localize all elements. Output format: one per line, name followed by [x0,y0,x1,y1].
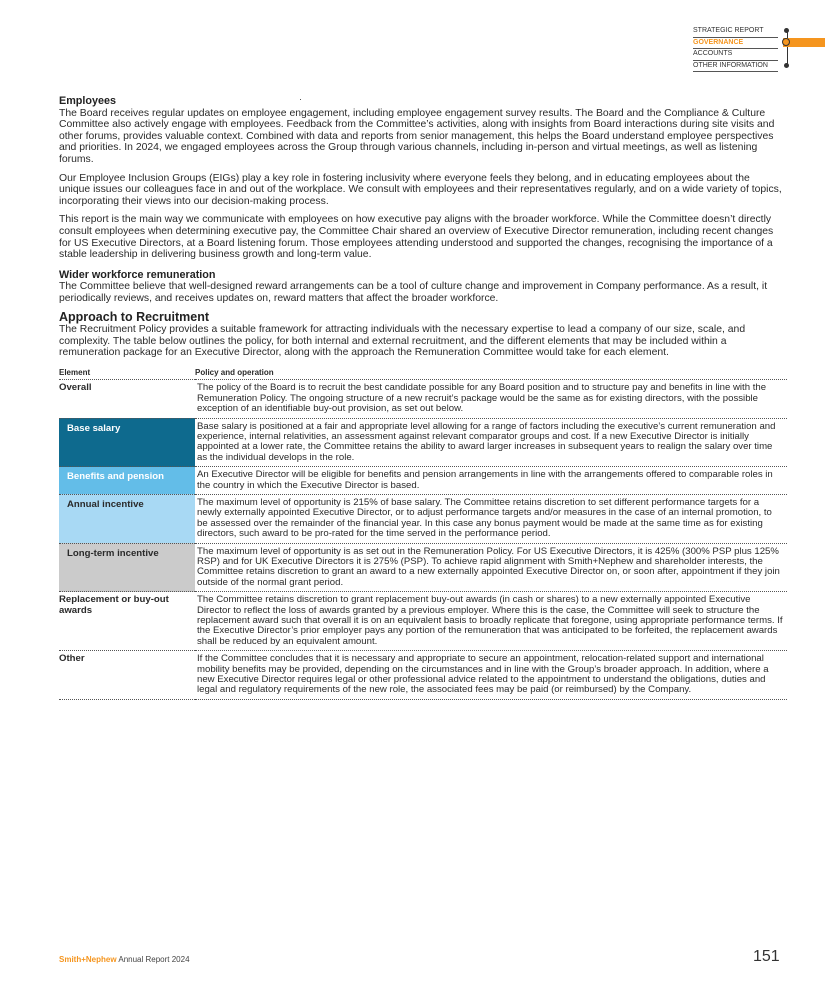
footer-report-label [59,955,190,964]
recruitment-heading: Approach to Recruitment [59,309,210,324]
table-cell-element: Base salary [59,418,195,467]
nav-item-governance[interactable]: GOVERNANCE [693,38,778,50]
wider-workforce-heading: Wider workforce remuneration [59,268,216,281]
table-cell-policy: If the Committee concludes that it is necessary and appropriate to secure an appointment, relocation-related support and international mobility benefits may be provided, depending on the circumstances and in line with the Group’s broader approach. In addition, where a new Executive Director requires legal or other professional advice related to the appointment to understand the obligations, duties and legal and regulatory requirements of the new role, the associated fees may be paid (or reimbursed) by the Company. [195,651,787,700]
nav-track [787,30,788,66]
wider-workforce-paragraph: The Committee believe that well-designed reward arrangements can be a tool of culture change and improvement in Company performance. As a result, it periodically reviews, and receives updates on, reward matters that affect the broader workforce. [59,281,768,304]
section-nav [693,26,778,72]
table-cell-element: Overall [59,380,195,418]
table-cell-element: Annual incentive [59,494,195,543]
table-header-row [59,368,787,380]
table-header-policy: Policy and operation [195,368,787,380]
table-cell-element: Other [59,651,195,700]
nav-item-strategic-report[interactable]: STRATEGIC REPORT [693,26,778,38]
table-cell-policy: Base salary is positioned at a fair and appropriate level allowing for a range of factors including the executive’s current remuneration and experience, internal relativities, an assessment against relevant comparator groups and cost. If a new Executive Director is initially appointed at a lower rate, the Committee retains the ability to award larger increases in subsequent years to realign the salary over time as the individual develops in the role. [195,418,787,467]
table-body [59,380,787,700]
table-cell-policy: The Committee retains discretion to grant replacement buy-out awards (in cash or shares) to a new externally appointed Executive Director to reflect the loss of awards granted by a previous employer. Where this is the case, the Committee will seek to structure the replacement award such that overall it is on an equivalent basis to broadly replicate that foregone, using appropriate performance terms. If the Executive Director’s prior employer pays any portion of the remuneration that was anticipated to be forfeited, the replacement awards shall be reduced by an equivalent amount. [195,592,787,651]
page-number: 151 [753,948,780,965]
nav-marker-bottom [784,63,789,68]
table-cell-policy: An Executive Director will be eligible for benefits and pension arrangements in line with the arrangements offered to comparable roles in the country in which the Executive Director is based. [195,467,787,495]
table-cell-element: Replacement or buy-out awards [59,592,195,651]
table-row [59,418,787,467]
nav-active-marker [782,38,790,46]
table-cell-element: Long-term incentive [59,543,195,592]
table-row [59,543,787,592]
table-header-element: Element [59,368,195,380]
table-row [59,592,787,651]
recruitment-policy-table [59,368,787,700]
table-cell-policy: The maximum level of opportunity is 215% of base salary. The Committee retains discretion to set different performance targets for a newly externally appointed Executive Director, or to adjust performance targets and/or measures in the case of an internal promotion, to be assessed over the remainder of the financial year. In this case any bonus payment would be made at the same time as for existing directors, such award to be pro-rated for the time served in the performance period. [195,494,787,543]
employees-paragraph-2: Our Employee Inclusion Groups (EIGs) play a key role in fostering inclusivity where everyone feels they belong, and in educating employees about the unique issues our colleagues face in and out of the workplace. We consult with employees and their representatives regularly, and on a wide variety of topics, incorporating their views into our decision-making process. [59,172,782,207]
recruitment-paragraph: The Recruitment Policy provides a suitable framework for attracting individuals with the necessary expertise to lead a company of our size, scale, and complexity. The table below outlines the policy, for both internal and external recruitment, and the different elements that may be included within a remuneration package for an Executive Director, along with the approach the Remuneration Committee would take for each element. [59,324,746,359]
employees-paragraph-3: This report is the main way we communicate with employees on how executive pay aligns with the broader workforce. While the Committee doesn’t directly consult employees when determining executive pay, the Committee Chair shared an overview of Executive Director remuneration, including recent changes for US Executive Directors, at a Board listening forum. Those employees attending understood and supported the changes, recognising the importance of a stable leadership in delivering business growth and long-term value. [59,214,774,261]
main-content [59,96,783,700]
employees-paragraph-1: The Board receives regular updates on employee engagement, including employee engagement survey results. The Board and the Compliance & Culture Committee also actively engage with employees. Feedback from the Committee’s activities, along with insights from Board interactions during site visits and other forums, provides valuable context. Combined with data and reports from senior management, this helps the Board understand employee perspectives and priorities. In 2024, we engaged employees across the Group through various channels, including in-person and virtual meetings, as well as listening forums. [59,107,775,165]
table-cell-policy: The policy of the Board is to recruit the best candidate possible for any Board position and to structure pay and benefits in line with the Remuneration Policy. The ongoing structure of a new recruit’s package would be the same as for existing directors, with the possible exception of an identifiable buy-out provision, as set out below. [195,380,787,418]
nav-marker-top [784,28,789,33]
table-row [59,494,787,543]
employees-heading: Employees [59,95,117,107]
footer-report-title: Annual Report 2024 [118,955,190,964]
table-row [59,380,787,418]
table-row [59,651,787,700]
nav-item-other-information[interactable]: OTHER INFORMATION [693,61,778,73]
footer-brand: Smith+Nephew [59,955,117,964]
nav-item-accounts[interactable]: ACCOUNTS [693,49,778,61]
table-cell-element: Benefits and pension [59,467,195,495]
table-cell-policy: The maximum level of opportunity is as set out in the Remuneration Policy. For US Executive Directors, it is 425% (300% PSP plus 125% RSP) and for UK Executive Directors it is 275% (PSP). To achieve rapid alignment with Smith+Nephew and shareholder interests, the Committee retains discretion to grant an award to a new externally appointed Executive Director on, or soon after, appointment if they join outside of the normal grant period. [195,543,787,592]
table-row [59,467,787,495]
